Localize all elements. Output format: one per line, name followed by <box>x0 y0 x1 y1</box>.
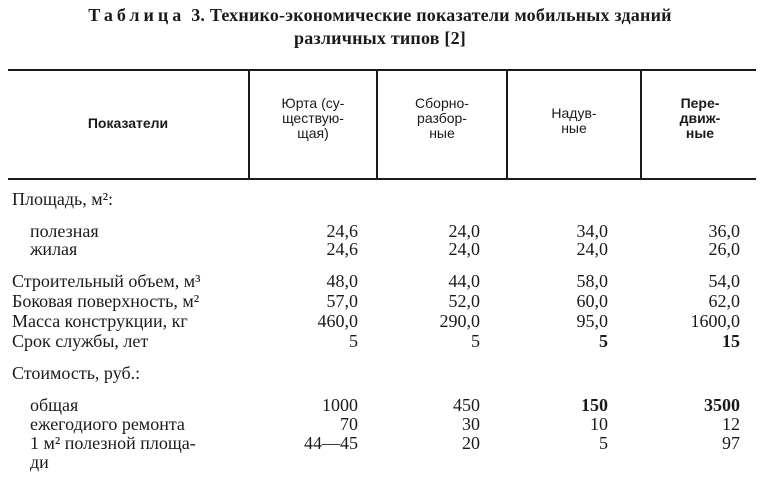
header-inflatable: Надув- ные <box>551 105 597 136</box>
cell-value: 57,0 <box>326 291 358 311</box>
cell-value: 24,6 <box>326 221 358 241</box>
cell-value: 26,0 <box>708 239 740 259</box>
cell-value: 450 <box>453 395 480 415</box>
cell-value: 95,0 <box>576 311 608 331</box>
cell-value: 58,0 <box>576 271 608 291</box>
cell-value: 24,6 <box>326 239 358 259</box>
cell-value: 70 <box>340 414 358 434</box>
cell-value: 34,0 <box>576 221 608 241</box>
cell-value: 62,0 <box>708 291 740 311</box>
cell-value: 5 <box>471 331 480 351</box>
header-mobile: Пере- движ- ные <box>679 95 721 141</box>
cell-value: 150 <box>581 395 608 415</box>
row-label-useful-area: полезная <box>30 221 99 241</box>
cell-value: 30 <box>462 414 480 434</box>
row-label-volume: Строительный объем, м³ <box>12 271 201 291</box>
header-indicators: Показатели <box>87 115 169 131</box>
row-label-mass: Масса конструкции, кг <box>12 311 188 331</box>
cell-value: 54,0 <box>708 271 740 291</box>
cell-value: 290,0 <box>439 311 480 331</box>
header-prefab: Сборно- разбор- ные <box>415 95 469 141</box>
cell-value: 460,0 <box>317 311 358 331</box>
table-top-rule <box>8 69 756 71</box>
cell-value: 3500 <box>704 395 740 415</box>
row-label-area: Площадь, м²: <box>12 189 113 209</box>
cell-value: 44,0 <box>448 271 480 291</box>
cell-value: 10 <box>590 414 608 434</box>
cell-value: 48,0 <box>326 271 358 291</box>
header-yurt: Юрта (су- ществую- щая) <box>281 95 345 141</box>
cell-value: 15 <box>722 331 740 351</box>
row-label-per-sq-meter: 1 м² полезной площа- <box>30 433 196 453</box>
cell-value: 5 <box>599 331 608 351</box>
table-caption-line-2: различных типов [2] <box>294 28 466 48</box>
header-bottom-rule <box>8 178 756 180</box>
row-label-living-area: жилая <box>30 239 78 259</box>
row-label-continuation: ди <box>30 452 49 472</box>
cell-value: 36,0 <box>708 221 740 241</box>
row-label-service-life: Срок службы, лет <box>12 331 149 351</box>
cell-value: 24,0 <box>448 221 480 241</box>
table-caption-line-1 <box>0 4 760 26</box>
cell-value: 1600,0 <box>690 311 740 331</box>
cell-value: 60,0 <box>576 291 608 311</box>
cell-value: 52,0 <box>448 291 480 311</box>
row-label-cost: Стоимость, руб.: <box>12 363 141 383</box>
cell-value: 97 <box>722 433 740 453</box>
cell-value: 12 <box>722 414 740 434</box>
cell-value: 1000 <box>322 395 358 415</box>
table-caption-label: Таблица <box>88 5 186 25</box>
cell-value: 44—45 <box>304 433 358 453</box>
cell-value: 5 <box>349 331 358 351</box>
cell-value: 24,0 <box>576 239 608 259</box>
row-label-side-surface: Боковая поверхность, м² <box>12 291 200 311</box>
cell-value: 5 <box>599 433 608 453</box>
table-caption-text: 3. Технико-экономические показатели мобильных зданий <box>191 5 672 25</box>
cell-value: 24,0 <box>448 239 480 259</box>
cell-value: 20 <box>462 433 480 453</box>
row-label-annual-repair: ежегодиого ремонта <box>30 414 185 434</box>
row-label-total-cost: общая <box>30 395 79 415</box>
